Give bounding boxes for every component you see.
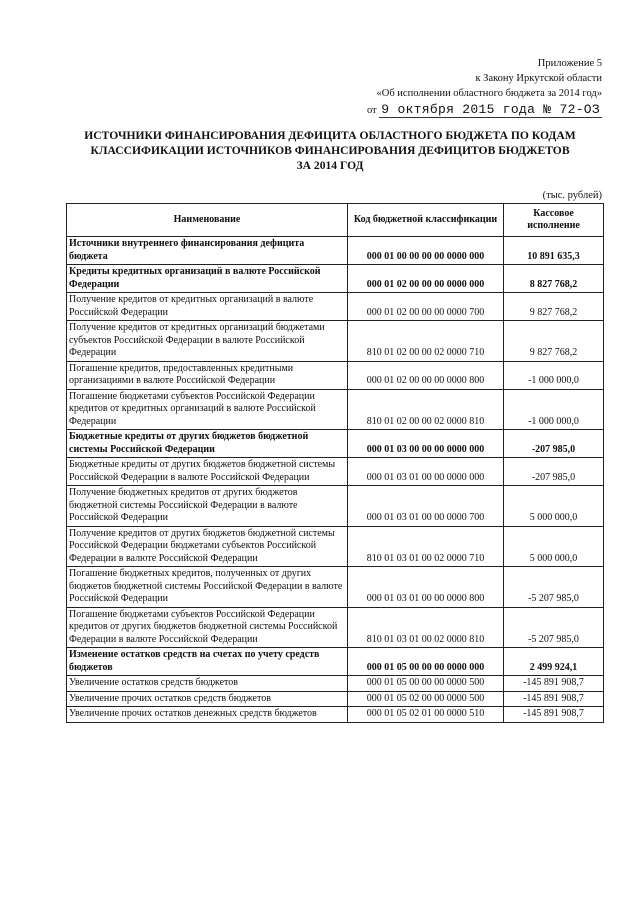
table-row: [67, 389, 604, 430]
row-amount: -207 985,0: [504, 430, 604, 458]
row-code: 000 01 05 02 00 00 0000 500: [348, 691, 504, 707]
row-code: 000 01 05 00 00 00 0000 500: [348, 676, 504, 692]
law-date-line: [367, 102, 602, 118]
row-name: Погашение бюджетами субъектов Российской Федерации кредитов от кредитных организаций в валюте Российской Федерации: [67, 389, 348, 430]
row-code: 810 01 03 01 00 02 0000 710: [348, 526, 504, 567]
table-row: [67, 691, 604, 707]
table-row: [67, 707, 604, 723]
row-name: Бюджетные кредиты от других бюджетов бюджетной системы Российской Федерации в валюте Российской Федерации: [67, 458, 348, 486]
row-amount: 5 000 000,0: [504, 526, 604, 567]
title-line: ЗА 2014 ГОД: [296, 159, 364, 172]
row-amount: -207 985,0: [504, 458, 604, 486]
row-amount: 9 827 768,2: [504, 321, 604, 362]
header-name: Наименование: [67, 204, 348, 237]
row-amount: -145 891 908,7: [504, 707, 604, 723]
appendix-line: «Об исполнении областного бюджета за 2014 год»: [376, 88, 602, 99]
row-name: Увеличение прочих остатков денежных средств бюджетов: [67, 707, 348, 723]
row-code: 810 01 03 01 00 02 0000 810: [348, 607, 504, 648]
row-name: Получение кредитов от кредитных организаций в валюте Российской Федерации: [67, 293, 348, 321]
table-row: [67, 458, 604, 486]
row-name: Изменение остатков средств на счетах по учету средств бюджетов: [67, 648, 348, 676]
header-code: Код бюджетной классификации: [348, 204, 504, 237]
table-row: [67, 265, 604, 293]
table-row: [67, 430, 604, 458]
appendix-header: [367, 56, 602, 118]
row-name: Источники внутреннего финансирования дефицита бюджета: [67, 237, 348, 265]
row-code: 000 01 03 01 00 00 0000 800: [348, 567, 504, 608]
table-row: [67, 321, 604, 362]
table-row: [67, 293, 604, 321]
row-name: Получение кредитов от других бюджетов бюджетной системы Российской Федерации бюджетами субъектов Российской Федерации в валюте Российской Федерации: [67, 526, 348, 567]
document-title: [60, 128, 600, 173]
row-amount: 5 000 000,0: [504, 486, 604, 527]
table-row: [67, 676, 604, 692]
row-code: 000 01 05 00 00 00 0000 000: [348, 648, 504, 676]
from-prefix: от: [366, 105, 377, 116]
table-row: [67, 567, 604, 608]
sources-table: [66, 203, 604, 723]
row-name: Увеличение прочих остатков средств бюджетов: [67, 691, 348, 707]
appendix-line: к Закону Иркутской области: [475, 73, 602, 84]
table-row: [67, 486, 604, 527]
table-row: [67, 237, 604, 265]
row-code: 000 01 03 01 00 00 0000 700: [348, 486, 504, 527]
row-name: Кредиты кредитных организаций в валюте Российской Федерации: [67, 265, 348, 293]
row-code: 810 01 02 00 00 02 0000 810: [348, 389, 504, 430]
row-code: 000 01 02 00 00 00 0000 000: [348, 265, 504, 293]
header-amount: Кассовое исполнение: [504, 204, 604, 237]
row-amount: 2 499 924,1: [504, 648, 604, 676]
row-name: Получение бюджетных кредитов от других бюджетов бюджетной системы Российской Федерации в валюте Российской Федерации: [67, 486, 348, 527]
row-code: 000 01 03 01 00 00 0000 000: [348, 458, 504, 486]
row-code: 000 01 05 02 01 00 0000 510: [348, 707, 504, 723]
table-row: [67, 526, 604, 567]
table-header-row: [67, 204, 604, 237]
row-code: 000 01 03 00 00 00 0000 000: [348, 430, 504, 458]
row-amount: 9 827 768,2: [504, 293, 604, 321]
table-row: [67, 607, 604, 648]
row-name: Погашение бюджетных кредитов, полученных от других бюджетов бюджетной системы Российской Федерации в валюте Российской Федерации: [67, 567, 348, 608]
row-name: Увеличение остатков средств бюджетов: [67, 676, 348, 692]
row-amount: -5 207 985,0: [504, 567, 604, 608]
row-amount: -145 891 908,7: [504, 691, 604, 707]
row-amount: 8 827 768,2: [504, 265, 604, 293]
row-name: Получение кредитов от кредитных организаций бюджетами субъектов Российской Федерации в валюте Российской Федерации: [67, 321, 348, 362]
row-code: 810 01 02 00 00 02 0000 710: [348, 321, 504, 362]
row-name: Погашение бюджетами субъектов Российской Федерации кредитов от других бюджетов бюджетной системы Российской Федерации в валюте Российской Федерации: [67, 607, 348, 648]
appendix-line: Приложение 5: [537, 58, 602, 69]
row-amount: 10 891 635,3: [504, 237, 604, 265]
title-line: КЛАССИФИКАЦИИ ИСТОЧНИКОВ ФИНАНСИРОВАНИЯ ДЕФИЦИТОВ БЮДЖЕТОВ: [90, 144, 570, 157]
row-code: 000 01 02 00 00 00 0000 800: [348, 361, 504, 389]
table-row: [67, 648, 604, 676]
row-name: Погашение кредитов, предоставленных кредитными организациями в валюте Российской Федерации: [67, 361, 348, 389]
law-date-number: 9 октября 2015 года № 72-ОЗ: [381, 102, 600, 117]
row-code: 000 01 02 00 00 00 0000 700: [348, 293, 504, 321]
table-body: [67, 237, 604, 723]
row-amount: -1 000 000,0: [504, 361, 604, 389]
row-code: 000 01 00 00 00 00 0000 000: [348, 237, 504, 265]
row-amount: -145 891 908,7: [504, 676, 604, 692]
title-line: ИСТОЧНИКИ ФИНАНСИРОВАНИЯ ДЕФИЦИТА ОБЛАСТНОГО БЮДЖЕТА ПО КОДАМ: [84, 129, 576, 142]
row-amount: -5 207 985,0: [504, 607, 604, 648]
unit-label: (тыс. рублей): [542, 190, 602, 201]
row-name: Бюджетные кредиты от других бюджетов бюджетной системы Российской Федерации: [67, 430, 348, 458]
row-amount: -1 000 000,0: [504, 389, 604, 430]
table-row: [67, 361, 604, 389]
